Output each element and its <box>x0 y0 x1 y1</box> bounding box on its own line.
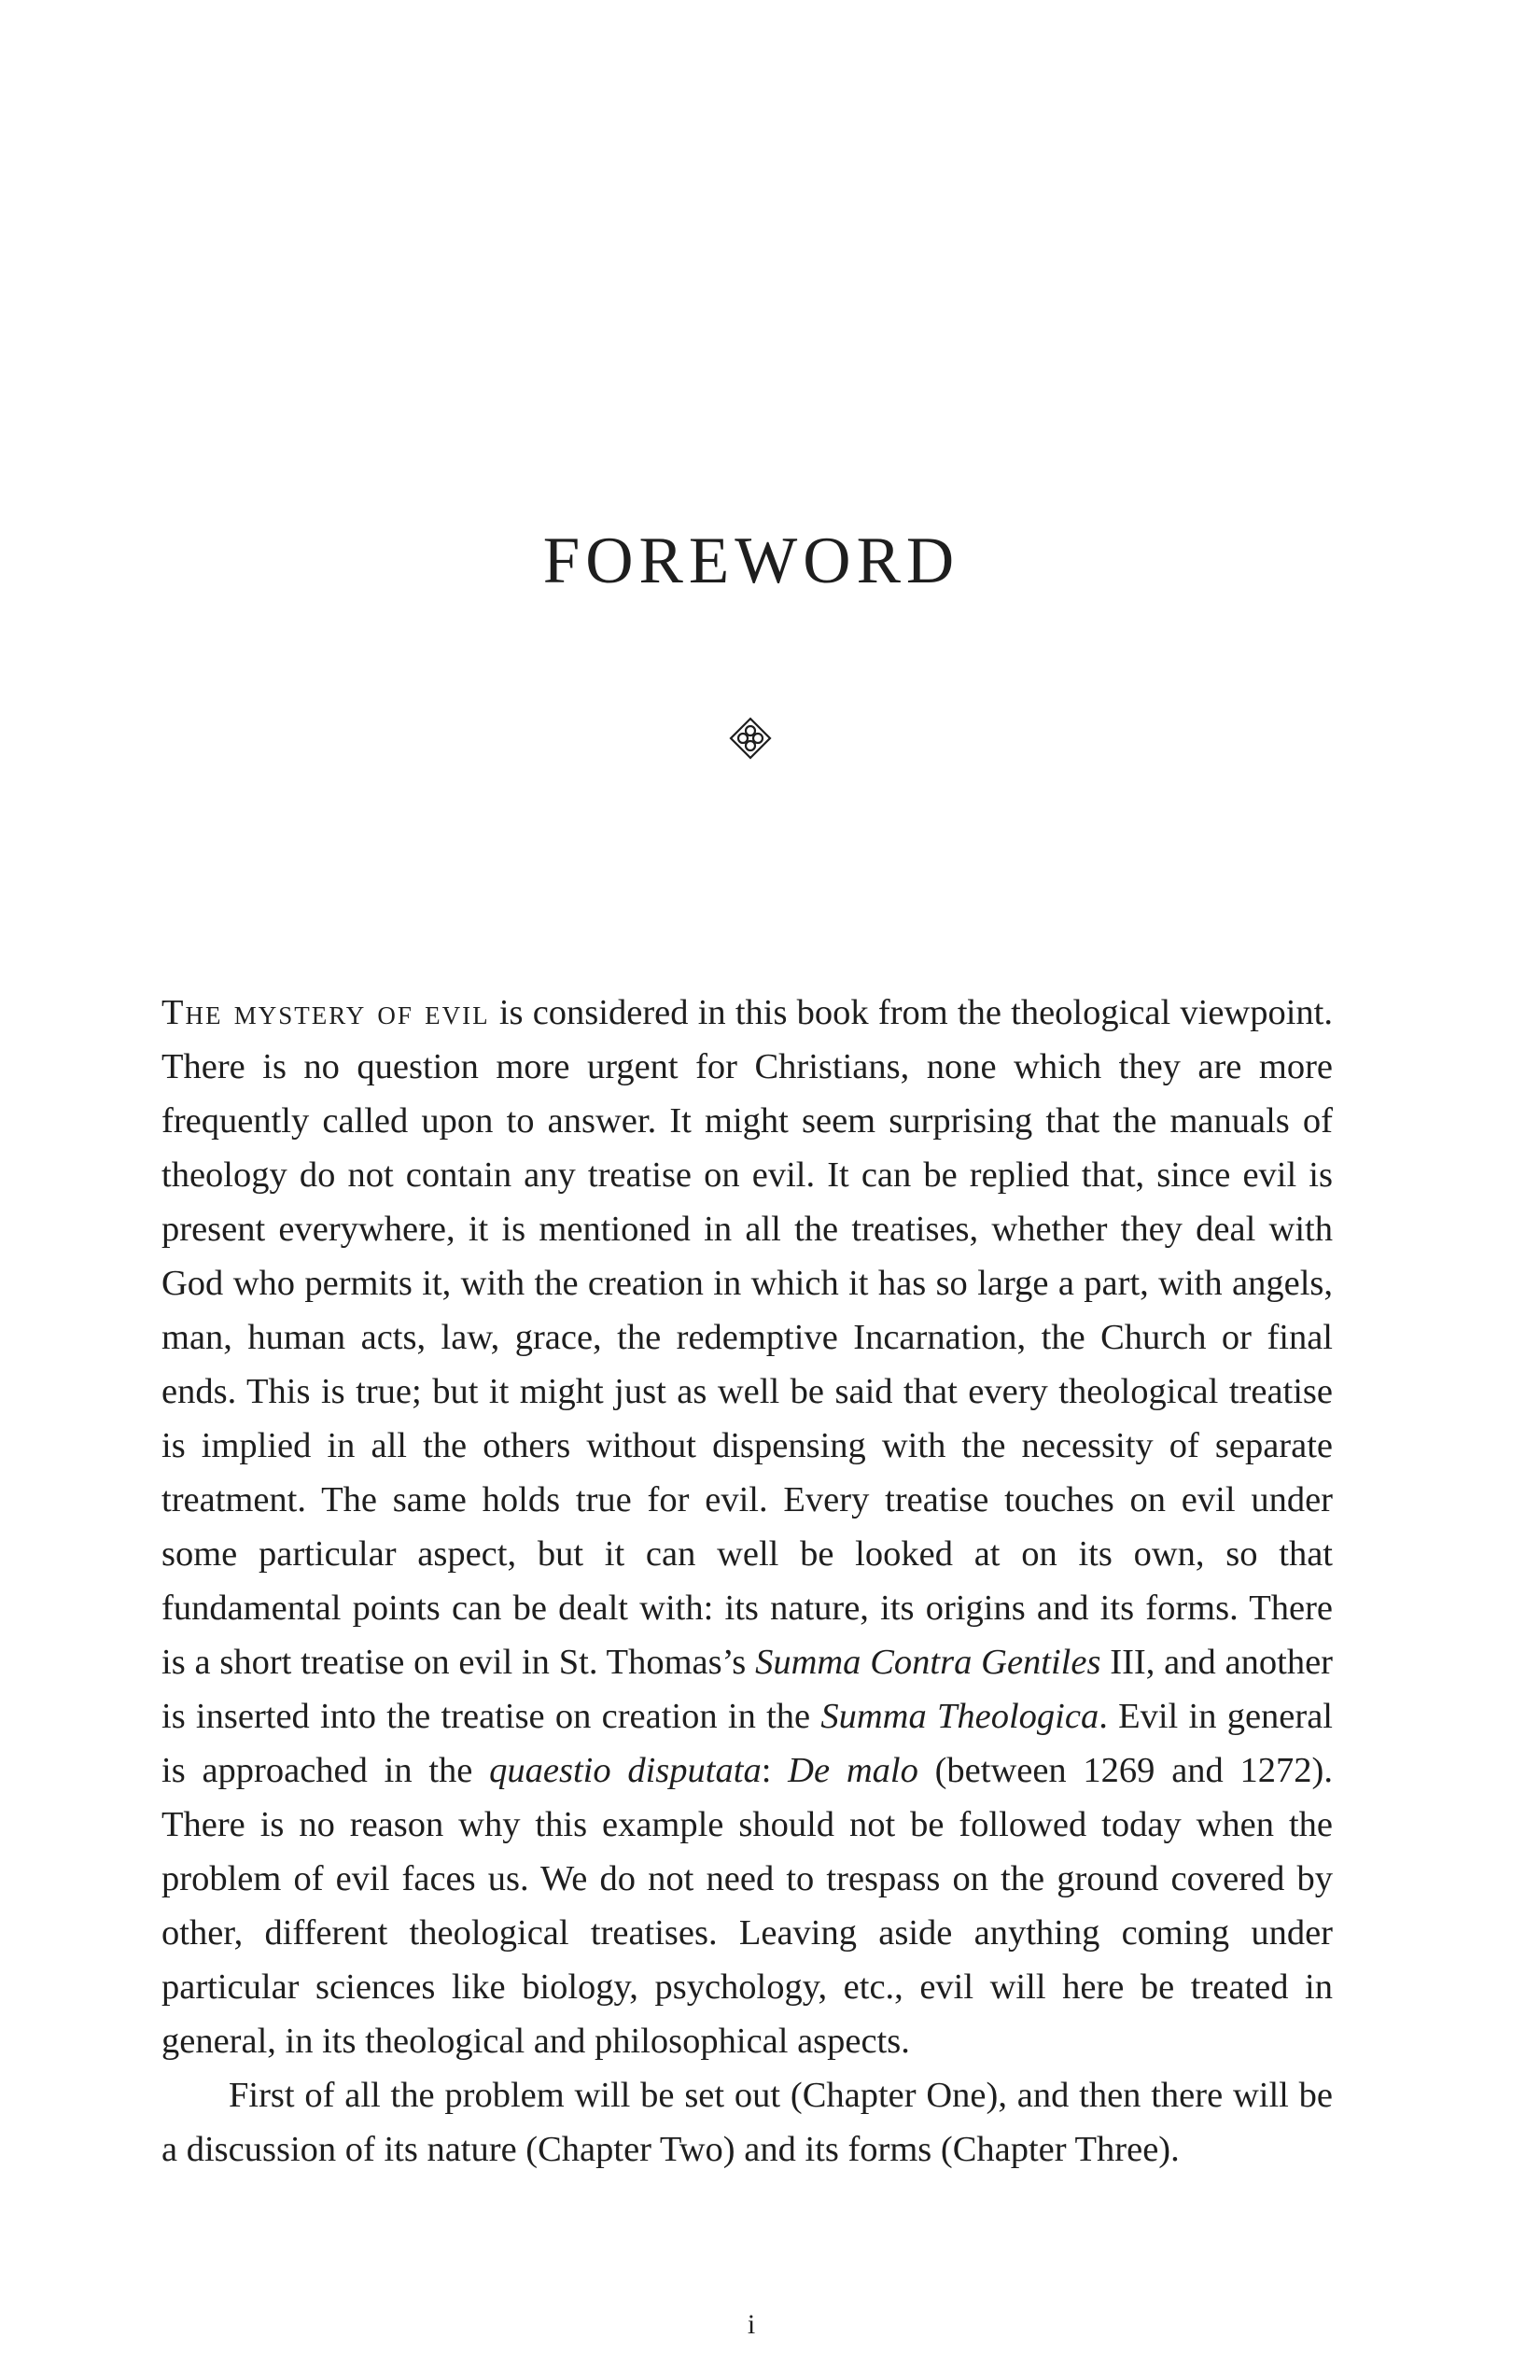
book-title-italic: Summa Theologica <box>820 1697 1099 1736</box>
book-title-italic: De malo <box>788 1751 918 1790</box>
foreword-paragraph-1 <box>161 986 1333 2068</box>
paragraph-text: (between 1269 and 1272). There is no reason why this example should not be followed today when the problem of evil faces us. We do not need to trespass on the ground covered by other, different theological treatises. Leaving aside anything coming under particular sciences like biology, psychology, etc., evil will here be treated in general, in its theological and philosophical aspects. <box>161 1751 1333 2061</box>
paragraph-text: is considered in this book from the theological viewpoint. There is no question more urgent for Christians, none which they are more frequently called upon to answer. It might seem surprising that the manuals of theology do not contain any treatise on evil. It can be replied that, since evil is present everywhere, it is mentioned in all the treatises, whether they deal with God who permits it, with the creation in which it has so large a part, with angels, man, human acts, law, grace, the redemptive Incarnation, the Church or final ends. This is true; but it might just as well be said that every theological treatise is implied in all the others without dispensing with the necessity of separate treatment. The same holds true for evil. Every treatise touches on evil under some particular aspect, but it can well be looked at on its own, so that fundamental points can be dealt with: its nature, its origins and its forms. There is a short treatise on evil in St. Thomas’s <box>161 993 1334 1682</box>
diamond-knot-ornament-icon <box>729 717 772 760</box>
page-number: i <box>747 2309 756 2340</box>
paragraph-text: III, and another is inserted into the treatise on creation in the <box>161 1643 1333 1736</box>
paragraph-lead-smallcaps: The mystery of evil <box>161 993 490 1032</box>
latin-term-italic: quaestio disputata <box>489 1751 762 1790</box>
foreword-body <box>161 986 1333 2177</box>
page-title: FOREWORD <box>542 525 960 597</box>
paragraph-text: : <box>761 1751 789 1790</box>
book-title-italic: Summa Contra Gentiles <box>755 1643 1101 1682</box>
paragraph-text: . Evil in general is approached in the <box>161 1697 1333 1790</box>
foreword-paragraph-2: First of all the problem will be set out (Chapter One), and then there will be a discussion of its nature (Chapter Two) and its forms (Chapter Three). <box>161 2076 1333 2169</box>
